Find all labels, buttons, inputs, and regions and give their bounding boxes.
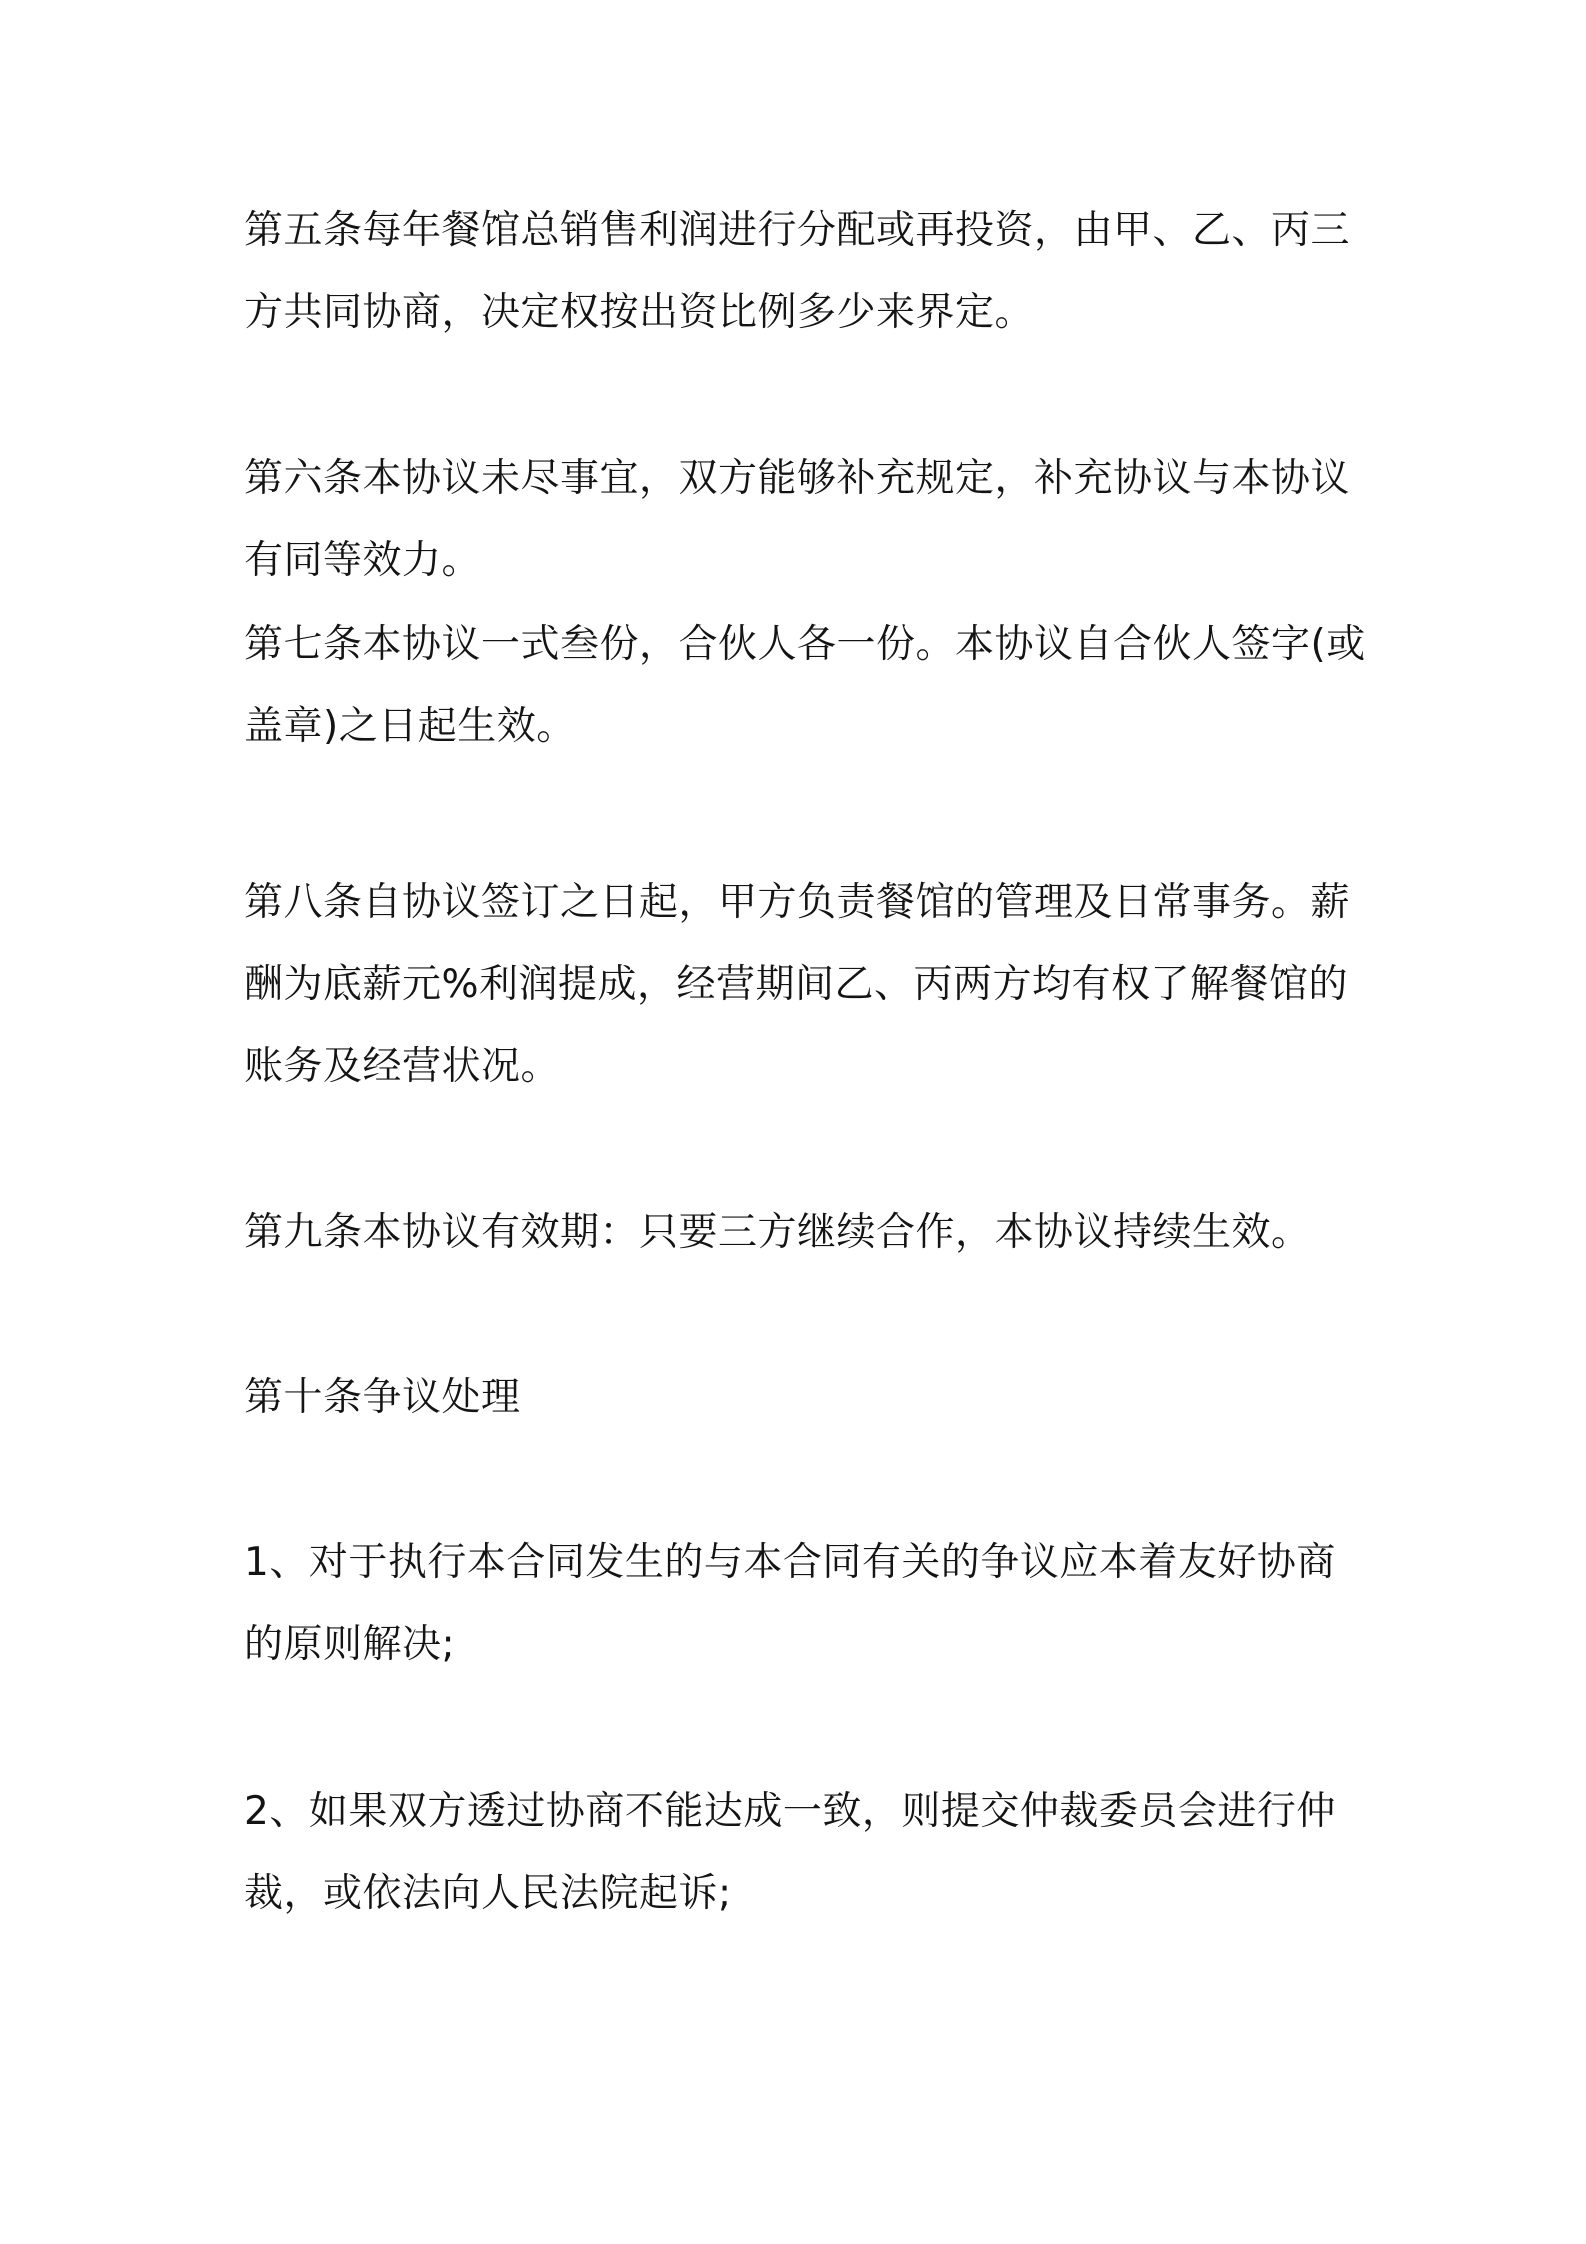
article-8-line-1: 第八条自协议签订之日起，甲方负责餐馆的管理及日常事务。薪 (244, 880, 1351, 925)
article-8-line-3: 账务及经营状况。 (244, 1044, 561, 1089)
article-9 (244, 1192, 1364, 1274)
article-8 (244, 862, 1364, 1108)
article-7-line-1: 第七条本协议一式叁份，合伙人各一份。本协议自合伙人签字(或 (244, 622, 1366, 667)
article-6-line-1: 第六条本协议未尽事宜，双方能够补充规定，补充协议与本协议 (244, 456, 1351, 501)
article-10-item-2-line-1: 2、如果双方透过协商不能达成一致，则提交仲裁委员会进行仲 (244, 1789, 1336, 1834)
article-6 (244, 438, 1364, 602)
article-10-heading (244, 1357, 1364, 1439)
article-6-line-2: 有同等效力。 (244, 538, 482, 583)
article-5-line-2: 方共同协商，决定权按出资比例多少来界定。 (244, 290, 1035, 335)
article-10-item-1 (244, 1522, 1364, 1686)
article-7-line-2: 盖章)之日起生效。 (244, 704, 576, 749)
article-10-item-1-line-1: 1、对于执行本合同发生的与本合同有关的争议应本着友好协商 (244, 1540, 1336, 1585)
article-10-heading-line: 第十条争议处理 (244, 1375, 521, 1420)
article-9-line-1: 第九条本协议有效期：只要三方继续合作，本协议持续生效。 (244, 1210, 1311, 1255)
article-5-line-1: 第五条每年餐馆总销售利润进行分配或再投资，由甲、乙、丙三 (244, 208, 1351, 253)
article-10-item-1-line-2: 的原则解决; (244, 1622, 456, 1667)
article-8-line-2: 酬为底薪元%利润提成，经营期间乙、丙两方均有权了解餐馆的 (244, 962, 1349, 1007)
article-5 (244, 190, 1364, 354)
article-10-item-2-line-2: 裁，或依法向人民法院起诉; (244, 1871, 732, 1916)
article-7 (244, 604, 1364, 768)
article-10-item-2 (244, 1771, 1364, 1935)
